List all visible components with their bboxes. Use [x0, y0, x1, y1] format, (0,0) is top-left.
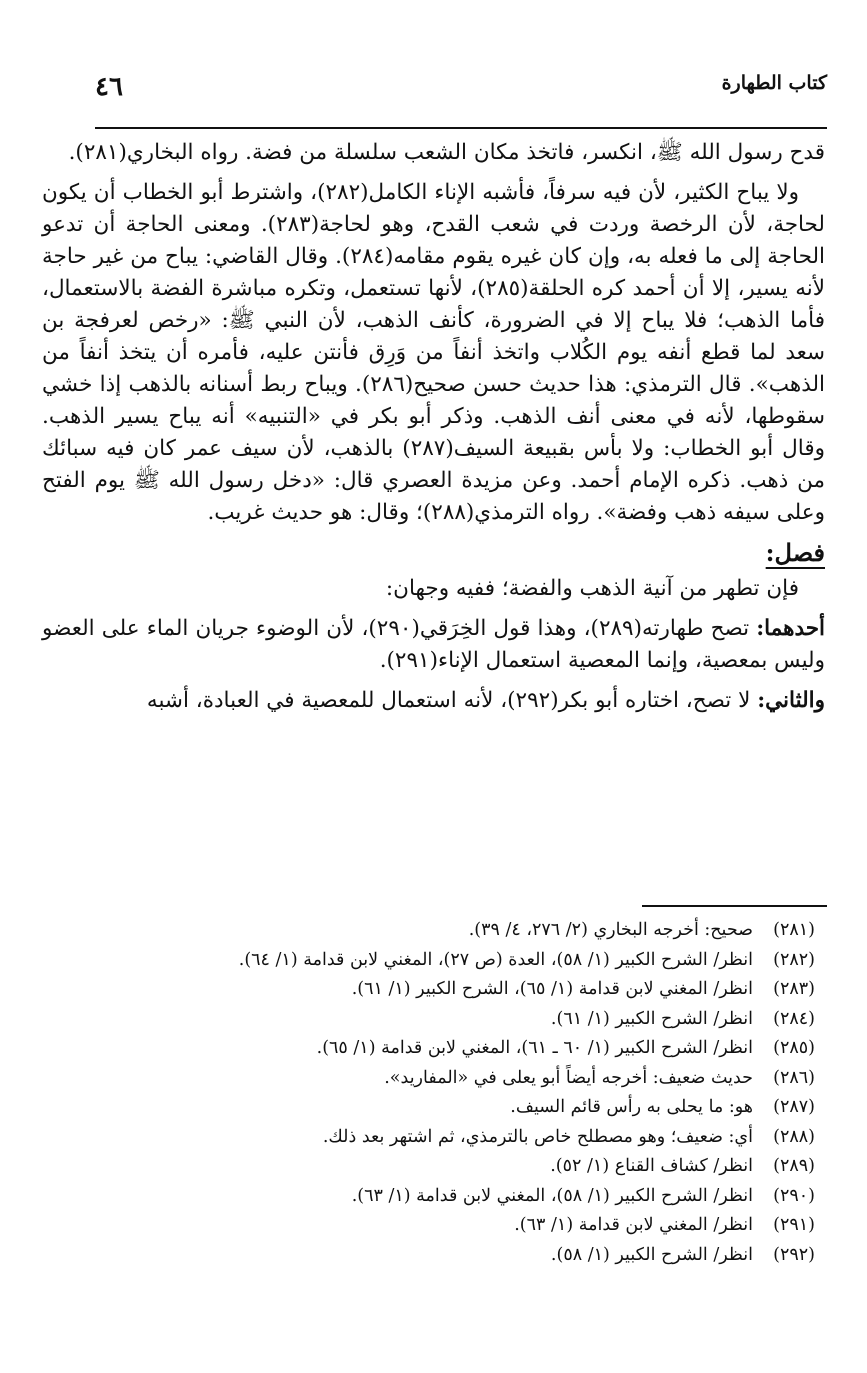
footnote-rule [642, 905, 827, 907]
footnote-item [60, 1182, 815, 1212]
footnote-item [60, 1211, 815, 1241]
footnote-item [60, 1005, 815, 1035]
footnote-text: صحيح: أخرجه البخاري (٢/ ٢٧٦، ٤/ ٣٩). [468, 920, 753, 940]
paragraph-2: ولا يباح الكثير، لأن فيه سرفاً، فأشبه الإناء الكامل(٢٨٢)، واشترط أبو الخطاب أن يكون لحاجة، لأن الرخصة وردت في شعب القدح، وهو لحاجة(٢٨٣). ومعنى الحاجة أن تدعو الحاجة إلى ما فعله به، وإن كان غيره يقوم مقامه(٢٨٤). وقال القاضي: يباح من غير حاجة لأنه يسير، إلا أن أحمد كره الحلقة(٢٨٥)، لأنها تستعمل، وتكره مباشرة الفضة بالاستعمال، فأما الذهب؛ فلا يباح إلا في الضرورة، كأنف الذهب، لأن النبي ﷺ: «رخص لعرفجة بن سعد لما قطع أنفه يوم الكُلاب واتخذ أنفاً من وَرِق فأنتن عليه، فأمره أن يتخذ أنفاً من الذهب». قال الترمذي: هذا حديث حسن صحيح(٢٨٦). ويباح ربط أسنانه بالذهب إذا خشي سقوطها، لأنه في معنى أنف الذهب. وذكر أبو بكر في «التنبيه» أنه يباح يسير الذهب. وقال أبو الخطاب: ولا بأس بقبيعة السيف(٢٨٧) بالذهب، لأن سيف عمر كان فيه سبائك من ذهب. ذكره الإمام أحمد. وعن مزيدة العصري قال: «دخل رسول الله ﷺ يوم الفتح وعلى سيفه ذهب وفضة». رواه الترمذي(٢٨٨)؛ وقال: هو حديث غريب. [42, 180, 825, 525]
footnote-number: (٢٨٢) [773, 949, 815, 970]
footnote-text: انظر/ الشرح الكبير (١/ ٦٠ ـ ٦١)، المغني لابن قدامة (١/ ٦٥). [316, 1038, 753, 1058]
footnote-item [60, 916, 815, 946]
footnote-item [60, 1241, 815, 1271]
paragraph-5-text: لا تصح، اختاره أبو بكر(٢٩٢)، لأنه استعمال للمعصية في العبادة، أشبه [146, 688, 758, 713]
footnote-text: انظر/ كشاف القناع (١/ ٥٢). [550, 1156, 753, 1176]
footnote-text: انظر/ الشرح الكبير (١/ ٥٨). [550, 1244, 753, 1265]
footnote-text: انظر/ المغني لابن قدامة (١/ ٦٥)، الشرح الكبير (١/ ٦١). [351, 979, 753, 999]
footnote-number: (٢٨٧) [773, 1097, 815, 1117]
footnote-item [60, 1123, 815, 1153]
footnote-number: (٢٨٣) [773, 979, 815, 999]
footnote-text: أي: ضعيف؛ وهو مصطلح خاص بالترمذي، ثم اشتهر بعد ذلك. [322, 1126, 753, 1147]
footnote-number: (٢٩٢) [773, 1244, 815, 1265]
footnote-text: هو: ما يحلى به رأس قائم السيف. [510, 1097, 753, 1117]
page-number: ٤٦ [95, 72, 123, 102]
footnote-number: (٢٨٨) [773, 1126, 815, 1147]
footnote-number: (٢٨١) [773, 920, 815, 940]
footnote-item [60, 1152, 815, 1182]
footnote-text: انظر/ الشرح الكبير (١/ ٥٨)، العدة (ص ٢٧)، المغني لابن قدامة (١/ ٦٤). [238, 949, 753, 970]
footnote-number: (٢٨٦) [773, 1067, 815, 1088]
footnotes [60, 916, 815, 1270]
paragraph-4 [42, 613, 825, 677]
paragraph-5 [42, 685, 825, 717]
footnote-text: حديث ضعيف: أخرجه أيضاً أبو يعلى في «المفاريد». [384, 1067, 753, 1088]
footnote-number: (٢٨٥) [773, 1038, 815, 1058]
paragraph-1: قدح رسول الله ﷺ، انكسر، فاتخذ مكان الشعب سلسلة من فضة. رواه البخاري(٢٨١). [68, 140, 825, 165]
header-rule [95, 127, 827, 129]
footnote-number: (٢٩١) [773, 1215, 815, 1235]
main-text [42, 137, 825, 725]
footnote-item [60, 975, 815, 1005]
running-title: كتاب الطهارة [721, 72, 827, 94]
footnote-number: (٢٨٤) [773, 1008, 815, 1029]
footnote-item [60, 946, 815, 976]
paragraph-5-lead: والثاني: [757, 688, 825, 713]
footnote-number: (٢٨٩) [773, 1156, 815, 1176]
paragraph-3: فإن تطهر من آنية الذهب والفضة؛ ففيه وجهان: [385, 576, 799, 601]
page-header [95, 70, 827, 126]
footnote-text: انظر/ المغني لابن قدامة (١/ ٦٣). [514, 1215, 753, 1235]
paragraph-4-lead: أحدهما: [756, 616, 826, 641]
footnote-item [60, 1034, 815, 1064]
footnote-item [60, 1064, 815, 1094]
footnote-text: انظر/ الشرح الكبير (١/ ٦١). [550, 1008, 753, 1029]
footnote-item [60, 1093, 815, 1123]
footnote-text: انظر/ الشرح الكبير (١/ ٥٨)، المغني لابن قدامة (١/ ٦٣). [351, 1185, 753, 1206]
section-heading: فصل: [765, 538, 825, 567]
footnote-number: (٢٩٠) [773, 1185, 815, 1206]
paragraph-4-text: تصح طهارته(٢٨٩)، وهذا قول الخِرَقي(٢٩٠)، لأن الوضوء جريان الماء على العضو وليس بمعصية، وإنما المعصية استعمال الإناء(٢٩١). [42, 616, 825, 673]
